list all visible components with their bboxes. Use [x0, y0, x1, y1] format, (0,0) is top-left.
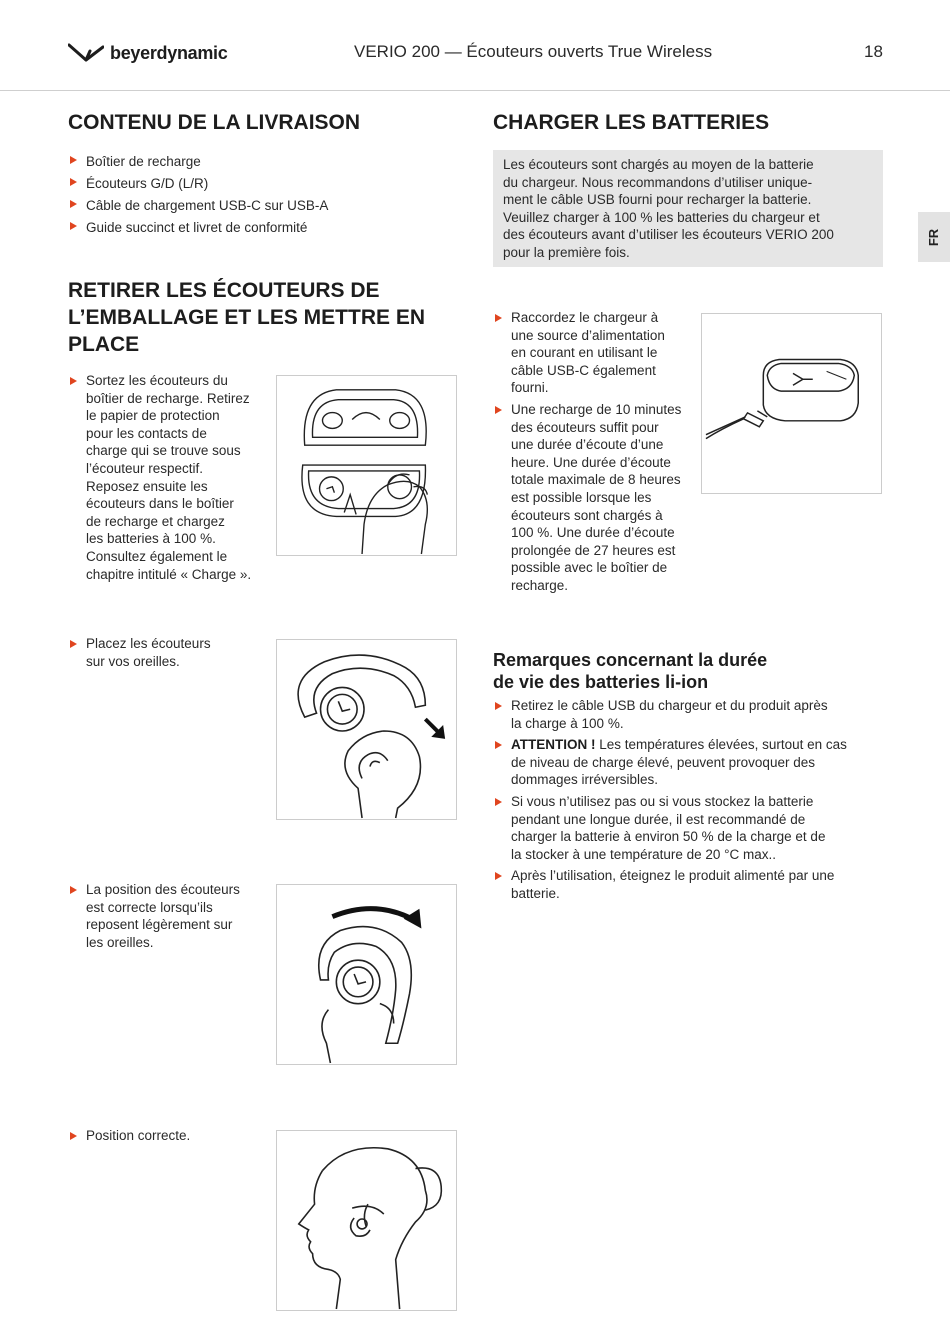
page-number: 18: [864, 42, 883, 61]
charging-case-illustration: [276, 375, 457, 556]
ear-position-illustration: [276, 884, 457, 1065]
text-line: les batteries à 100 %.: [86, 531, 216, 547]
contents-heading: CONTENU DE LA LIVRAISON: [68, 111, 361, 134]
list-item: [68, 881, 278, 951]
text-line: de niveau de charge élevé, peuvent provoquer des: [511, 754, 815, 770]
text-span: Les températures élevées, surtout en cas: [595, 737, 847, 753]
heading-line: L’EMBALLAGE ET LES METTRE EN: [68, 306, 426, 329]
text-line: le papier de protection: [86, 408, 220, 424]
list-item: [493, 736, 885, 789]
text-line: chapitre intitulé « Charge ».: [86, 566, 252, 582]
language-tab-label: FR: [926, 228, 942, 246]
text-line: Retirez le câble USB du chargeur et du produit après: [511, 698, 828, 713]
text-line: batterie.: [511, 885, 560, 901]
text-line: Reposez ensuite les: [86, 478, 208, 494]
text-line: reposent légèrement sur: [86, 917, 233, 933]
charger-cable-illustration: [701, 313, 882, 494]
text-line: charger la batterie à environ 50 % de la charge et de: [511, 829, 826, 845]
heading-line: Remarques concernant la durée: [493, 650, 768, 670]
charger-cable-drawing: [702, 314, 881, 493]
charge-note: [493, 150, 883, 267]
remarks-heading: [493, 649, 767, 693]
heading-line: PLACE: [68, 333, 140, 356]
language-tab: [918, 212, 950, 262]
text-line: des écouteurs suffit pour: [511, 419, 659, 435]
text-line: la stocker à une température de 20 °C max..: [511, 846, 777, 862]
text-line: Raccordez le chargeur à: [511, 310, 659, 325]
list-item: Guide succinct et livret de conformité: [68, 217, 458, 239]
remarks-list: [493, 697, 885, 903]
ear-insert-illustration: [276, 639, 457, 820]
text-line: totale maximale de 8 heures: [511, 472, 681, 488]
list-item: [68, 1127, 278, 1145]
remove-step-4: [68, 1127, 278, 1145]
text-line: 100 %. Une durée d’écoute: [511, 525, 675, 541]
text-line: Veuillez charger à 100 % les batteries du chargeur et: [503, 209, 820, 225]
text-line: des écouteurs avant d’utiliser les écouteurs VERIO 200: [503, 227, 834, 243]
head-profile-drawing: [277, 1131, 456, 1310]
list-item: [493, 867, 885, 902]
text-line: Si vous n’utilisez pas ou si vous stockez la batterie: [511, 793, 814, 809]
text-line: la charge à 100 %.: [511, 715, 624, 731]
text-line: prolongée de 27 heures est: [511, 542, 676, 558]
charging-case-drawing: [277, 376, 456, 555]
charge-steps: [493, 309, 703, 595]
text-line: boîtier de recharge. Retirez: [86, 390, 250, 406]
warning-label: ATTENTION !: [511, 737, 596, 753]
text-line: Placez les écouteurs: [86, 636, 211, 651]
text-line: possible avec le boîtier de: [511, 560, 668, 576]
text-line: du chargeur. Nous recommandons d’utiliser unique-: [503, 174, 813, 190]
head-profile-illustration: [276, 1130, 457, 1311]
remove-step-3: [68, 881, 278, 951]
remove-heading: [68, 277, 425, 358]
text-line: l’écouteur respectif.: [86, 460, 204, 476]
text-line: Une recharge de 10 minutes: [511, 401, 682, 417]
text-line: Consultez également le: [86, 548, 228, 564]
text-line: recharge.: [511, 577, 569, 593]
list-item: Écouteurs G/D (L/R): [68, 173, 458, 195]
list-item: [493, 793, 885, 863]
text-line: heure. Une durée d’écoute: [511, 454, 671, 470]
text-line: Sortez les écouteurs du: [86, 373, 228, 388]
list-item: [493, 309, 703, 397]
heading-line: RETIRER LES ÉCOUTEURS DE: [68, 279, 380, 302]
list-item: [493, 697, 885, 732]
ear-insert-drawing: [277, 640, 456, 819]
text-line: écouteurs dans le boîtier: [86, 496, 234, 512]
text-line: charge qui se trouve sous: [86, 443, 241, 459]
list-item: [493, 401, 703, 595]
contents-list: [68, 151, 458, 239]
text-line: [511, 736, 885, 754]
text-line: est possible lorsque les: [511, 489, 652, 505]
ear-position-drawing: [277, 885, 456, 1064]
text-line: une durée d’écoute d’une: [511, 437, 664, 453]
text-line: est correcte lorsqu’ils: [86, 899, 213, 915]
text-line: de recharge et chargez: [86, 513, 225, 529]
brand-logo-icon: [68, 43, 104, 63]
list-item: Câble de chargement USB-C sur USB-A: [68, 195, 458, 217]
text-line: câble USB-C également: [511, 362, 656, 378]
text-line: Après l’utilisation, éteignez le produit alimenté par une: [511, 868, 835, 884]
heading-line: de vie des batteries li-ion: [493, 672, 709, 692]
text-line: une source d’alimentation: [511, 327, 665, 343]
text-line: ment le câble USB fourni pour recharger la batterie.: [503, 192, 812, 208]
text-line: en courant en utilisant le: [511, 345, 658, 361]
text-line: La position des écouteurs: [86, 882, 240, 897]
text-line: les oreilles.: [86, 934, 154, 950]
remove-step-1: [68, 372, 278, 583]
list-item: Boîtier de recharge: [68, 151, 458, 173]
text-line: dommages irréversibles.: [511, 772, 659, 788]
text-line: pour les contacts de: [86, 425, 207, 441]
text-line: pour la première fois.: [503, 244, 630, 260]
charge-heading: CHARGER LES BATTERIES: [493, 111, 770, 134]
text-line: Les écouteurs sont chargés au moyen de la batterie: [503, 157, 814, 172]
text-line: pendant une longue durée, il est recommandé de: [511, 811, 806, 827]
list-item: [68, 635, 278, 670]
brand-logo: [68, 40, 227, 66]
remove-step-2: [68, 635, 278, 670]
text-line: sur vos oreilles.: [86, 653, 180, 669]
document-title: VERIO 200 — Écouteurs ouverts True Wireless: [354, 42, 713, 61]
page-header: [0, 0, 950, 91]
text-line: Position correcte.: [86, 1128, 191, 1143]
text-line: écouteurs sont chargés à: [511, 507, 663, 523]
brand-name: beyerdynamic: [110, 42, 228, 63]
text-line: fourni.: [511, 380, 549, 396]
list-item: [68, 372, 278, 583]
